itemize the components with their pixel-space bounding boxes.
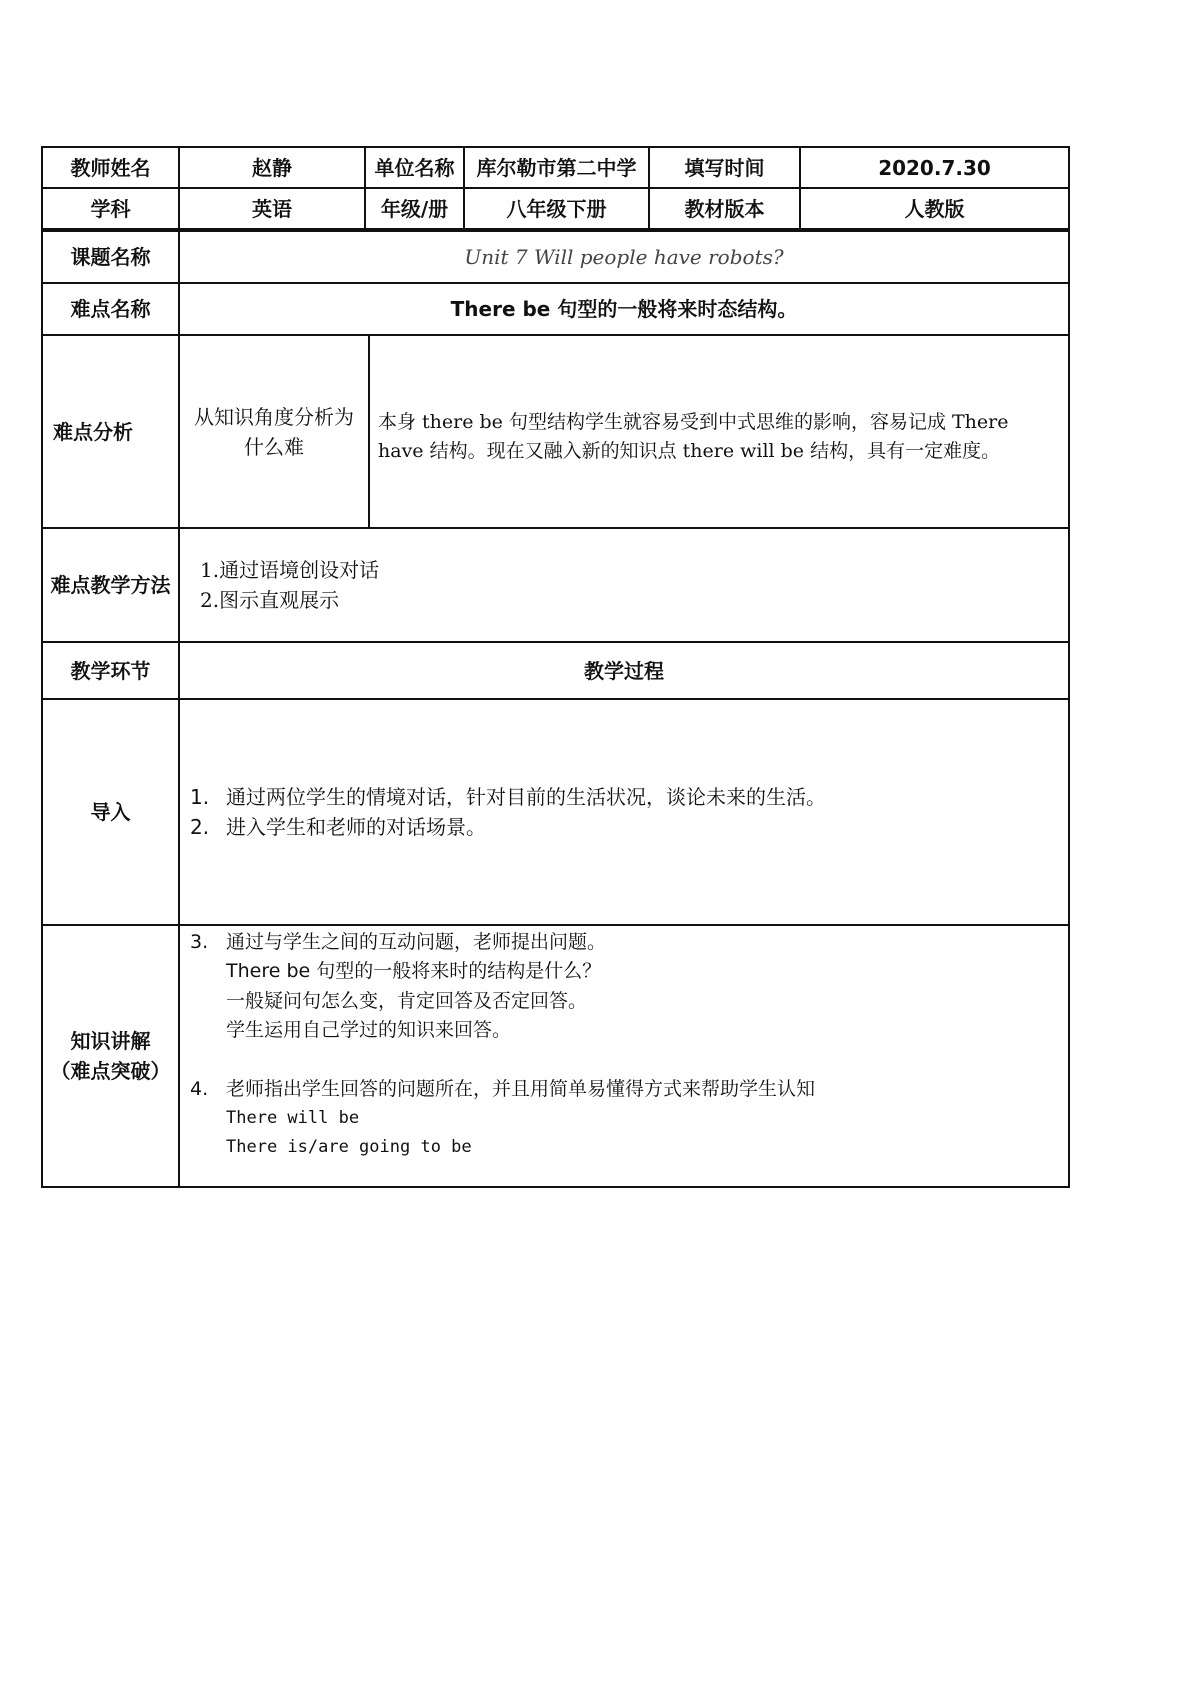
knowledge-item-4-line: There will be <box>226 1108 360 1129</box>
intro-item <box>190 812 826 842</box>
unit-name-label: 单位名称 <box>364 146 465 189</box>
grade-label: 年级/册 <box>364 187 465 230</box>
method-label: 难点教学方法 <box>41 527 180 643</box>
process-header-value: 教学过程 <box>178 641 1070 700</box>
knowledge-item-4 <box>190 1075 815 1104</box>
method-item: 2.图示直观展示 <box>200 588 340 612</box>
knowledge-item-number: 4. <box>190 1077 209 1100</box>
knowledge-item-text: 老师指出学生回答的问题所在，并且用简单易懂得方式来帮助学生认知 <box>226 1077 816 1100</box>
knowledge-item-3-line: 学生运用自己学过的知识来回答。 <box>226 1019 512 1042</box>
method-content <box>178 527 1070 643</box>
intro-item-text: 通过两位学生的情境对话，针对目前的生活状况，谈论未来的生活。 <box>226 785 826 809</box>
fill-time-value: 2020.7.30 <box>799 146 1070 189</box>
knowledge-item-text: 通过与学生之间的互动问题，老师提出问题。 <box>226 931 607 953</box>
intro-content <box>178 698 1070 926</box>
knowledge-item-number: 3. <box>190 931 209 953</box>
difficulty-value: There be 句型的一般将来时态结构。 <box>178 282 1070 336</box>
topic-value: Unit 7 Will people have robots? <box>178 230 1070 284</box>
analysis-content: 本身 there be 句型结构学生就容易受到中式思维的影响，容易记成 There have 结构。现在又融入新的知识点 there will be 结构，具有一定难度。 <box>368 334 1070 529</box>
process-header-label: 教学环节 <box>41 641 180 700</box>
knowledge-item-3-line: 一般疑问句怎么变，肯定回答及否定回答。 <box>226 989 588 1012</box>
method-item: 1.通过语境创设对话 <box>200 558 380 582</box>
knowledge-label-line2: （难点突破） <box>50 1059 171 1083</box>
edition-value: 人教版 <box>799 187 1070 230</box>
unit-name-value: 库尔勒市第二中学 <box>463 146 650 189</box>
edition-label: 教材版本 <box>648 187 801 230</box>
fill-time-label: 填写时间 <box>648 146 801 189</box>
intro-item <box>190 782 826 812</box>
intro-item-text: 进入学生和老师的对话场景。 <box>226 815 486 839</box>
analysis-sub-label: 从知识角度分析为什么难 <box>178 334 370 529</box>
teacher-name-value: 赵静 <box>178 146 366 189</box>
knowledge-item-4-line: There is/are going to be <box>226 1137 472 1158</box>
subject-label: 学科 <box>41 187 180 230</box>
intro-label: 导入 <box>41 698 180 926</box>
teacher-name-label: 教师姓名 <box>41 146 180 189</box>
intro-item-number: 2. <box>190 815 210 839</box>
subject-value: 英语 <box>178 187 366 230</box>
knowledge-label-line1: 知识讲解 <box>70 1029 151 1053</box>
knowledge-item-3 <box>190 928 815 957</box>
knowledge-label <box>41 924 180 1188</box>
difficulty-label: 难点名称 <box>41 282 180 336</box>
knowledge-item-3-line: There be 句型的一般将来时的结构是什么？ <box>226 960 602 983</box>
topic-label: 课题名称 <box>41 230 180 284</box>
intro-item-number: 1. <box>190 785 210 809</box>
analysis-label: 难点分析 <box>41 334 180 529</box>
grade-value: 八年级下册 <box>463 187 650 230</box>
knowledge-content <box>178 924 1070 1188</box>
